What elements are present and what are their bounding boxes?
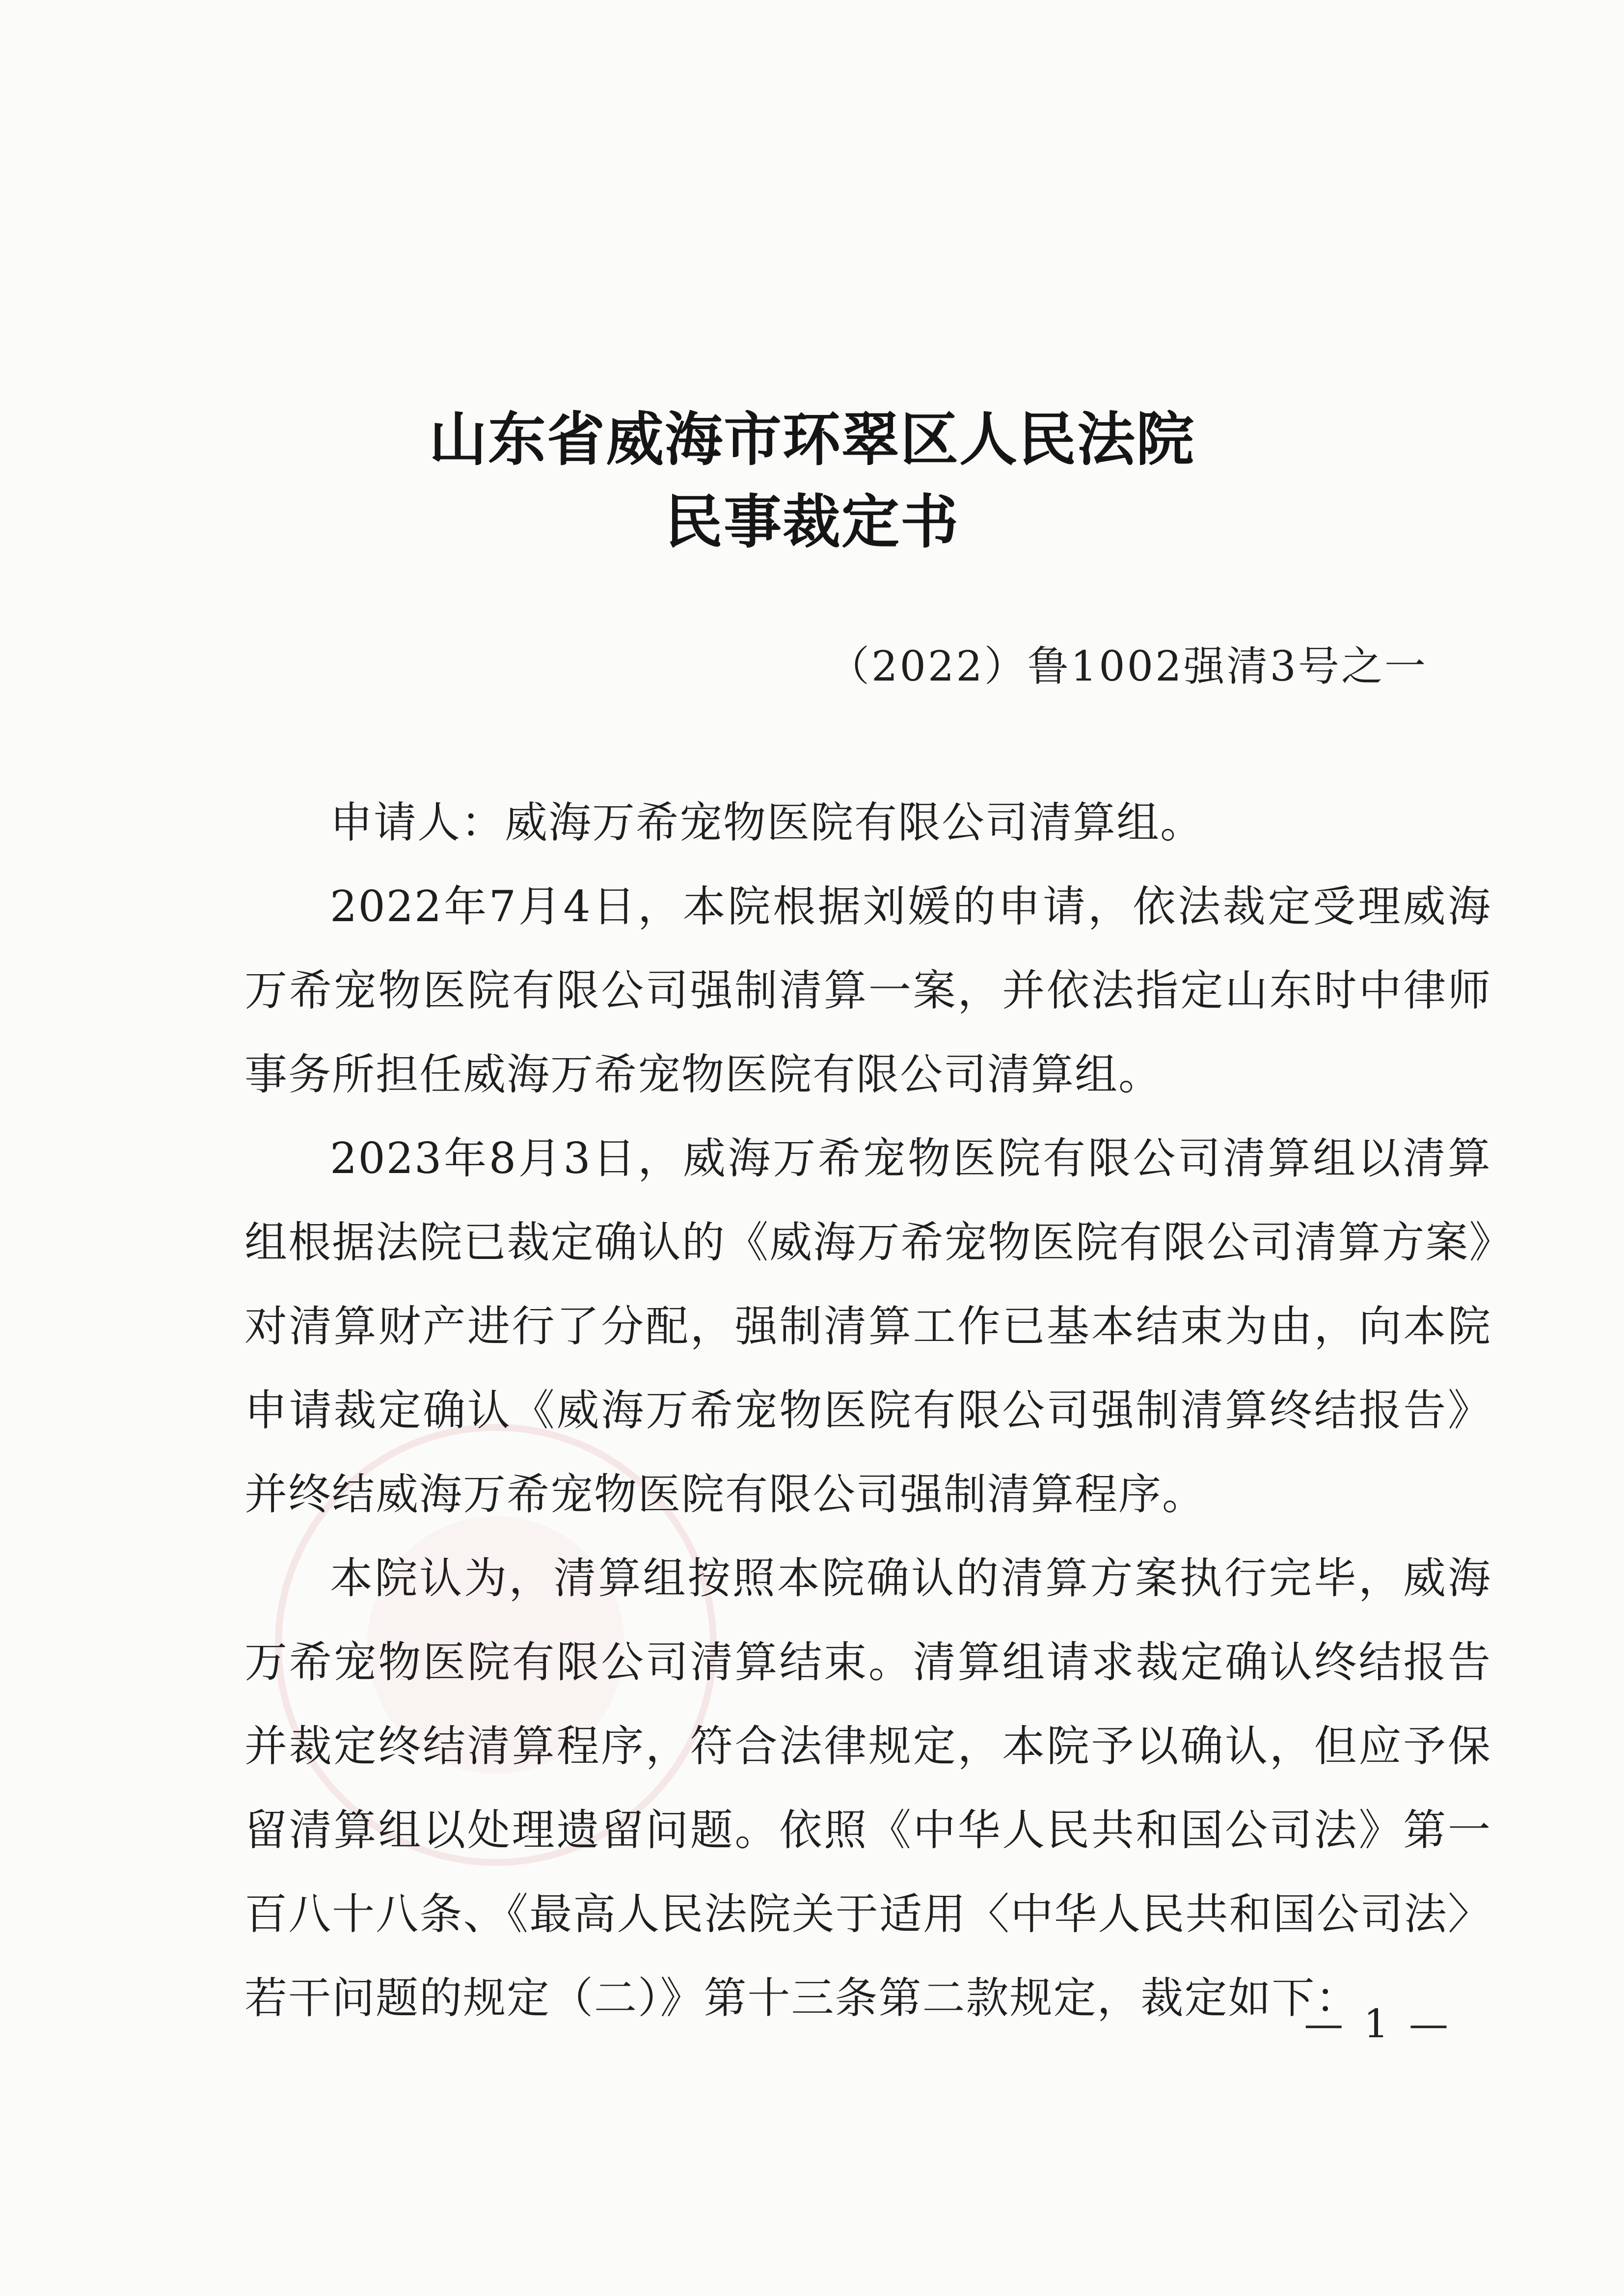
page-number: — 1 — bbox=[1304, 2001, 1452, 2047]
paragraph-acceptance: 2022年7月4日，本院根据刘媛的申请，依法裁定受理威海万希宠物医院有限公司强制清算一案，并依法指定山东时中律师事务所担任威海万希宠物医院有限公司清算组。 bbox=[244, 881, 1491, 1099]
case-number: （2022）鲁1002强清3号之一 bbox=[828, 642, 1428, 690]
paragraph-court-opinion: 本院认为，清算组按照本院确认的清算方案执行完毕，威海万希宠物医院有限公司清算结束。清算组请求裁定确认终结报告并裁定终结清算程序，符合法律规定，本院予以确认，但应予保留清算组以处理遗留问题。依照《中华人民共和国公司法》第一百八十八条、《最高人民法院关于适用〈中华人民共和国公司法〉若干问题的规定（二）》第十三条第二款规定，裁定如下： bbox=[244, 1553, 1491, 2023]
paragraph-application: 2023年8月3日，威海万希宠物医院有限公司清算组以清算组根据法院已裁定确认的《威海万希宠物医院有限公司清算方案》对清算财产进行了分配，强制清算工作已基本结束为由，向本院申请裁定确认《威海万希宠物医院有限公司强制清算终结报告》并终结威海万希宠物医院有限公司强制清算程序。 bbox=[244, 1133, 1491, 1519]
paragraph-applicant: 申请人：威海万希宠物医院有限公司清算组。 bbox=[330, 797, 1204, 847]
document-type-title: 民事裁定书 bbox=[664, 488, 959, 556]
court-name-title: 山东省威海市环翠区人民法院 bbox=[429, 405, 1195, 473]
document-body bbox=[244, 781, 1491, 2040]
